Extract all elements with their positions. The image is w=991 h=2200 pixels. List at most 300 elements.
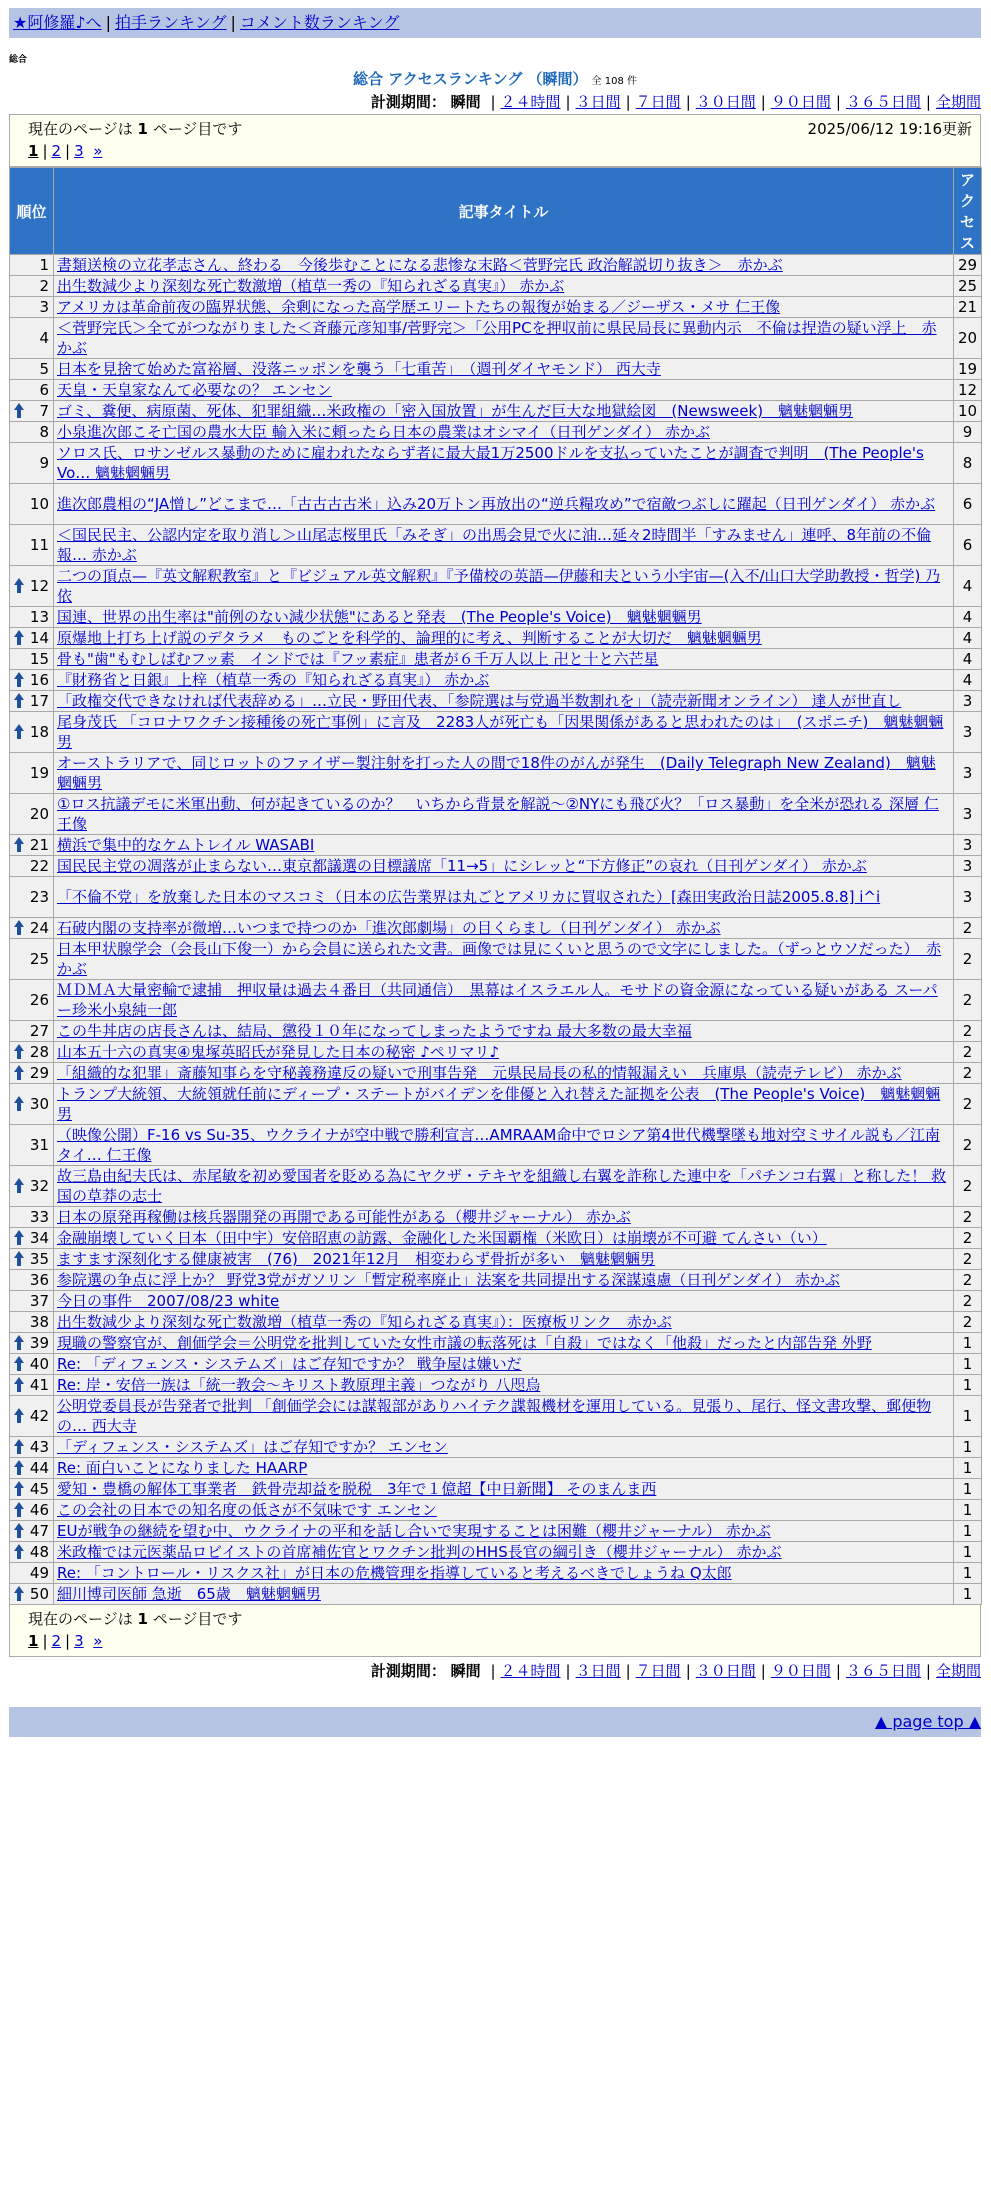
rank-cell [10,255,54,276]
title-cell [54,877,954,918]
rank-cell [10,1228,54,1249]
period-link[interactable]: ３０日間 [695,1662,756,1680]
access-count: 3 [954,835,982,856]
table-row [10,443,982,484]
table-row [10,1249,982,1270]
rank-cell [10,1458,54,1479]
table-row [10,1084,982,1125]
article-link[interactable]: 金融崩壊していく日本（田中宇）安倍昭恵の訪露、金融化した米国覇権（米欧日）は崩壊が不可避 てんさい（い） [57,1229,827,1247]
access-count: 2 [954,1063,982,1084]
title-cell [54,794,954,835]
rank-number: 49 [29,1564,49,1582]
period-separator: | [625,93,631,111]
access-count: 3 [954,856,982,877]
access-count: 2 [954,1249,982,1270]
article-link[interactable]: 『財務省と日銀』上梓（植草一秀の『知られざる真実』） 赤かぶ [57,671,490,689]
title-cell [54,1312,954,1333]
article-link[interactable]: ＜菅野完氏＞全てがつながりました＜斉藤元彦知事/菅野完＞「公用PCを押収前に県民局長に異動内示 不倫は捏造の疑い浮上 赤かぶ [57,319,937,357]
rank-cell [10,380,54,401]
access-count: 2 [954,1207,982,1228]
current-page-text: 現在のページは 1 ページ目です [28,120,243,138]
access-count: 2 [954,1166,982,1207]
article-link[interactable]: 山本五十六の真実④鬼塚英昭氏が発見した日本の秘密 ♪ペリマリ♪ [57,1043,500,1061]
access-count: 1 [954,1563,982,1584]
rank-number: 40 [29,1355,49,1373]
category-label: 総合 [9,55,28,65]
rank-number: 20 [29,805,49,823]
article-link[interactable]: 原爆地上打ち上げ説のデタラメ ものごとを科学的、論理的に考え、判断することが大切だ 魑魅魍魎男 [57,629,762,647]
rank-cell [10,525,54,566]
rank-cell [10,1042,54,1063]
rank-header: 順位 [10,168,54,255]
rank-number: 33 [29,1208,49,1226]
rank-cell [10,1396,54,1437]
article-link[interactable]: 横浜で集中的なケムトレイル WASABI [57,836,315,854]
rank-cell [10,980,54,1021]
period-link[interactable]: 全期間 [935,93,981,111]
access-count: 9 [954,422,982,443]
article-link[interactable]: 書類送検の立花孝志さん、終わる 今後歩むことになる悲惨な末路＜菅野完氏 政治解説切り抜き＞ 赤かぶ [57,256,783,274]
page-3-link[interactable]: 3 [74,142,84,160]
title-cell [54,1084,954,1125]
title-cell [54,1063,954,1084]
table-row [10,1437,982,1458]
period-separator: | [685,93,691,111]
period-selector-top [9,90,981,114]
rank-cell [10,443,54,484]
title-cell [54,753,954,794]
table-row [10,1291,982,1312]
period-link[interactable]: ７日間 [635,93,681,111]
page-top [9,1707,981,1737]
article-link[interactable]: Re: 面白いことになりました HAARP [57,1459,308,1477]
applause-ranking-link[interactable]: 拍手ランキング [114,13,227,32]
title-cell [54,1458,954,1479]
table-row [10,1063,982,1084]
access-count: 2 [954,1228,982,1249]
rank-number: 34 [29,1229,49,1247]
article-link[interactable]: Re: 岸・安倍一族は「統一教会〜キリスト教原理主義」つながり 八咫烏 [57,1376,541,1394]
rank-cell [10,1249,54,1270]
title-cell [54,607,954,628]
rank-number: 28 [29,1043,49,1061]
title-cell [54,628,954,649]
access-count: 2 [954,1125,982,1166]
access-count: 4 [954,670,982,691]
period-separator: | [835,93,841,111]
title-cell [54,566,954,607]
period-link[interactable]: ３０日間 [695,93,756,111]
nav-separator: | [105,13,111,32]
article-link[interactable]: 日本の原発再稼働は核兵器開発の再開である可能性がある（櫻井ジャーナル） 赤かぶ [57,1208,631,1226]
table-row [10,691,982,712]
rank-cell [10,318,54,359]
title-cell [54,1584,954,1605]
period-separator: | [925,1662,931,1680]
period-link[interactable]: 全期間 [935,1662,981,1680]
rank-number: 44 [29,1459,49,1477]
rank-cell [10,1500,54,1521]
access-count: 10 [954,401,982,422]
rank-cell [10,1521,54,1542]
article-link[interactable]: ＭＤＭＡ大量密輸で逮捕 押収量は過去４番目（共同通信） 黒幕はイスラエル人。モサドの資金源になっている疑いがある スーパー珍米小泉純一郎 [57,981,938,1019]
rank-cell [10,566,54,607]
rank-cell [10,607,54,628]
table-row [10,1458,982,1479]
period-separator: | [835,1662,841,1680]
article-link[interactable]: トランプ大統領、大統領就任前にディープ・ステートがバイデンを俳優と入れ替えた証拠を公表 (The People's Voice) 魑魅魍魎男 [57,1085,941,1123]
access-count: 6 [954,525,982,566]
rank-number: 17 [29,692,49,710]
title-cell [54,484,954,525]
article-link[interactable]: 故三島由紀夫氏は、赤尾敏を初め愛国者を貶める為にヤクザ・テキヤを組織し右翼を詐称した連中を「パチンコ右翼」と称した！ 救国の草莽の志士 [57,1167,947,1205]
period-link[interactable]: ９０日間 [770,1662,831,1680]
rank-cell [10,1354,54,1375]
asyura-home-link[interactable]: ★阿修羅♪へ [13,13,102,32]
period-link[interactable]: ９０日間 [770,93,831,111]
article-link[interactable]: Re: 「ディフェンス・システムズ」はご存知ですか？ 戦争屋は嫌いだ [57,1355,522,1373]
table-row [10,380,982,401]
rank-cell [10,1542,54,1563]
period-link[interactable]: ３日間 [575,1662,621,1680]
article-link[interactable]: 「不倫不党」を放棄した日本のマスコミ（日本の広告業界は丸ごとアメリカに買収された）[森田実政治日誌2005.8.8] i^i [57,888,881,906]
article-link[interactable]: 現職の警察官が、創価学会＝公明党を批判していた女性市議の転落死は「自殺」ではなく「他殺」だったと内部告発 外野 [57,1334,872,1352]
period-separator: | [565,1662,571,1680]
article-link[interactable]: ソロス氏、ロサンゼルス暴動のために雇われたならず者に最大最1万2500ドルを支払っていたことが調査で判明 (The People's Vo… 魑魅魍魎男 [57,444,924,482]
access-count: 25 [954,276,982,297]
title-cell [54,255,954,276]
table-row [10,1312,982,1333]
period-separator: | [490,93,496,111]
access-count: 3 [954,691,982,712]
access-count: 19 [954,359,982,380]
article-link[interactable]: 進次郎農相の“JA憎し”どこまで…「古古古古米」込み20万トン再放出の“逆兵糧攻め”で宿敵つぶしに躍起（日刊ゲンダイ） 赤かぶ [57,495,936,513]
rank-cell [10,1437,54,1458]
rank-cell [10,484,54,525]
period-separator: | [490,1662,496,1680]
article-link[interactable]: ①ロス抗議デモに米軍出動、何が起きているのか？ いちから背景を解説～②NYにも飛び火？「ロス暴動」を全米が恐れる 深層 仁王像 [57,795,939,833]
table-row [10,628,982,649]
rank-cell [10,1291,54,1312]
table-row [10,670,982,691]
title-cell [54,1021,954,1042]
rank-number: 13 [29,608,49,626]
table-row [10,1270,982,1291]
article-link[interactable]: この会社の日本での知名度の低さが不気味です エンセン [57,1501,437,1519]
title-cell [54,1333,954,1354]
table-row [10,1207,982,1228]
rank-number: 37 [29,1292,49,1310]
title-cell [54,939,954,980]
period-link[interactable]: ２４時間 [500,93,561,111]
table-row [10,1354,982,1375]
article-link[interactable]: 参院選の争点に浮上か？ 野党3党がガソリン「暫定税率廃止」法案を共同提出する深謀遠慮（日刊ゲンダイ） 赤かぶ [57,1271,840,1289]
table-row [10,422,982,443]
table-row [10,297,982,318]
rank-number: 32 [29,1177,49,1195]
next-page-link[interactable]: » [93,142,103,160]
rank-number: 42 [29,1407,49,1425]
page-3-link[interactable]: 3 [74,1632,84,1650]
rank-cell [10,670,54,691]
period-separator: | [925,93,931,111]
table-row [10,318,982,359]
rank-number: 22 [29,857,49,875]
article-link[interactable]: 出生数減少より深刻な死亡数激増（植草一秀の『知られざる真実』） 赤かぶ [57,277,565,295]
period-link[interactable]: ２４時間 [500,1662,561,1680]
rank-number: 50 [29,1585,49,1603]
table-row [10,1521,982,1542]
article-link[interactable]: 「ディフェンス・システムズ」はご存知ですか？ エンセン [57,1438,448,1456]
access-count: 1 [954,1396,982,1437]
rank-number: 2 [39,277,49,295]
rank-number: 19 [29,764,49,782]
title-cell [54,1207,954,1228]
rank-number: 21 [29,836,49,854]
rank-number: 1 [39,256,49,274]
title-cell [54,835,954,856]
table-row [10,753,982,794]
article-link[interactable]: 「政権交代できなければ代表辞める」…立民・野田代表、「参院選は与党過半数割れを」（読売新聞オンライン） 達人が世直し [57,692,902,710]
rank-cell [10,877,54,918]
rank-cell [10,628,54,649]
title-cell [54,856,954,877]
rank-number: 27 [29,1022,49,1040]
rank-cell [10,712,54,753]
rank-number: 38 [29,1313,49,1331]
table-row [10,918,982,939]
article-link[interactable]: 骨も"歯"もむしばむフッ素 インドでは『フッ素症』患者が６千万人以上 卍と十と六芒星 [57,650,659,668]
article-link[interactable]: 日本甲状腺学会（会長山下俊一）から会員に送られた文書。画像では見にくいと思うので文字にしました。（ずっとウソだった） 赤かぶ [57,940,942,978]
period-current: 瞬間 [450,93,481,111]
rank-cell [10,794,54,835]
access-count: 1 [954,1584,982,1605]
table-row [10,1563,982,1584]
article-link[interactable]: 出生数減少より深刻な死亡数激増（植草一秀の『知られざる真実』）：医療板リンク 赤かぶ [57,1313,672,1331]
rank-number: 24 [29,919,49,937]
rank-number: 45 [29,1480,49,1498]
next-page-link[interactable]: » [93,1632,103,1650]
access-count: 3 [954,794,982,835]
period-selector-bottom [9,1659,981,1683]
period-separator: | [760,93,766,111]
article-link[interactable]: （映像公開）F-16 vs Su-35、ウクライナが空中戦で勝利宣言…AMRAAM命中でロシア第4世代機撃墜も地対空ミサイル説も／江南タイ… 仁王像 [57,1126,940,1164]
rank-cell [10,1375,54,1396]
title-cell [54,297,954,318]
rank-number: 31 [29,1136,49,1154]
rank-cell [10,422,54,443]
rank-cell [10,1312,54,1333]
title-cell [54,1479,954,1500]
rank-number: 39 [29,1334,49,1352]
article-link[interactable]: 国連、世界の出生率は"前例のない減少状態"にあると発表 (The People's Voice) 魑魅魍魎男 [57,608,702,626]
table-row [10,835,982,856]
page-links: 1 | 2 | 3 » [28,1632,103,1650]
rank-number: 35 [29,1250,49,1268]
comment-ranking-link[interactable]: コメント数ランキング [239,13,400,32]
rank-cell [10,1166,54,1207]
rank-cell [10,691,54,712]
rank-cell [10,1270,54,1291]
article-link[interactable]: 公明党委員長が告発者で批判 「創価学会には謀報部がありハイテク諜報機材を運用している。見張り、尾行、怪文書攻撃、郵便物の… 西大寺 [57,1397,932,1435]
access-count: 2 [954,1042,982,1063]
article-link[interactable]: Re: 「コントロール・リスクス社」が日本の危機管理を指導していると考えるべきでしょうね Q太郎 [57,1564,732,1582]
article-link[interactable]: EUが戦争の継続を望む中、ウクライナの平和を話し合いで実現することは困難（櫻井ジャーナル） 赤かぶ [57,1522,771,1540]
access-count: 1 [954,1437,982,1458]
table-row [10,1500,982,1521]
article-link[interactable]: 国民民主党の凋落が止まらない…東京都議選の目標議席「11→5」にシレッと“下方修正”の哀れ（日刊ゲンダイ） 赤かぶ [57,857,867,875]
article-link[interactable]: 今日の事件 2007/08/23 white [57,1292,280,1310]
access-count: 29 [954,255,982,276]
rank-number: 23 [29,888,49,906]
rank-number: 26 [29,991,49,1009]
table-row [10,1542,982,1563]
rank-number: 29 [29,1064,49,1082]
table-row [10,1042,982,1063]
page-2-link[interactable]: 2 [51,1632,62,1650]
table-row [10,649,982,670]
access-count: 3 [954,877,982,918]
table-row [10,566,982,607]
period-link[interactable]: ３６５日間 [845,93,921,111]
rank-cell [10,1584,54,1605]
rank-cell [10,1125,54,1166]
period-link[interactable]: ３６５日間 [845,1662,921,1680]
access-count: 21 [954,297,982,318]
access-count: 1 [954,1542,982,1563]
access-count: 4 [954,566,982,607]
title-cell [54,1249,954,1270]
access-count: 3 [954,753,982,794]
article-link[interactable]: 石破内閣の支持率が微増…いつまで持つのか「進次郎劇場」の目くらまし（日刊ゲンダイ） 赤かぶ [57,919,721,937]
article-link[interactable]: 天皇・天皇家なんて必要なの？ エンセン [57,381,332,399]
period-separator: | [625,1662,631,1680]
rank-cell [10,856,54,877]
page-title [9,68,981,90]
title-cell [54,1500,954,1521]
period-label: 計測期間： [370,93,446,111]
title-cell [54,276,954,297]
access-count: 4 [954,649,982,670]
access-count: 1 [954,1354,982,1375]
title-cell [54,1042,954,1063]
rank-number: 36 [29,1271,49,1289]
period-link[interactable]: ３日間 [575,93,621,111]
access-count: 2 [954,980,982,1021]
article-link[interactable]: オーストラリアで、同じロットのファイザー製注射を打った人の間で18件のがんが発生 (Daily Telegraph New Zealand) 魑魅魍魎男 [57,754,936,792]
nav-separator: | [230,13,236,32]
rank-cell [10,359,54,380]
rank-cell [10,401,54,422]
table-row [10,484,982,525]
rank-number: 7 [39,402,49,420]
rank-cell [10,1084,54,1125]
rank-cell [10,918,54,939]
table-row [10,877,982,918]
period-current: 瞬間 [450,1662,481,1680]
access-count: 8 [954,443,982,484]
rank-cell [10,649,54,670]
rank-number: 15 [29,650,49,668]
table-row [10,1479,982,1500]
article-link[interactable]: 「組織的な犯罪」斎藤知事らを守秘義務違反の疑いで刑事告発 元県民局長の私的情報漏えい 兵庫県（読売テレビ） 赤かぶ [57,1064,902,1082]
article-link[interactable]: 細川博司医師 急逝 65歳 魑魅魍魎男 [57,1585,321,1603]
article-link[interactable]: ゴミ、糞便、病原菌、死体、犯罪組織…米政権の「密入国放置」が生んだ巨大な地獄絵図 (Newsweek) 魑魅魍魎男 [57,402,854,420]
title-cell [54,1354,954,1375]
article-link[interactable]: 尾身茂氏 「コロナワクチン接種後の死亡事例」に言及 2283人が死亡も「因果関係があると思われたのは」 (スポニチ) 魑魅魍魎男 [57,713,944,751]
rank-number: 41 [29,1376,49,1394]
rank-number: 5 [39,360,49,378]
table-row [10,712,982,753]
access-count: 1 [954,1333,982,1354]
access-header: アクセス [954,168,982,255]
access-count: 6 [954,484,982,525]
rank-number: 25 [29,950,49,968]
total-count: 全 108 件 [591,76,637,87]
updated-timestamp: 2025/06/12 19:16更新 [807,120,972,138]
rank-cell [10,297,54,318]
period-separator: | [685,1662,691,1680]
rank-cell [10,276,54,297]
access-count: 2 [954,1270,982,1291]
access-count: 1 [954,1500,982,1521]
access-count: 2 [954,1084,982,1125]
title-cell [54,318,954,359]
rank-cell [10,1063,54,1084]
access-count: 4 [954,607,982,628]
table-row [10,1125,982,1166]
article-link[interactable]: 日本を見捨て始めた富裕層、没落ニッポンを襲う「七重苦」 （週刊ダイヤモンド） 西大寺 [57,360,661,378]
page-links: 1 | 2 | 3 » [28,142,103,160]
rank-cell [10,1333,54,1354]
title-cell [54,1563,954,1584]
rank-cell [10,939,54,980]
table-row [10,1021,982,1042]
title-cell [54,443,954,484]
page-top-link[interactable]: ▲ page top ▲ [874,1712,981,1731]
article-link[interactable]: ますます深刻化する健康被害 (76) 2021年12月 相変わらず骨折が多い 魑魅魍魎男 [57,1250,656,1268]
period-link[interactable]: ７日間 [635,1662,681,1680]
period-separator: | [565,93,571,111]
article-link[interactable]: この牛丼店の店長さんは、結局、懲役１０年になってしまったようですね 最大多数の最大幸福 [57,1022,692,1040]
access-count: 20 [954,318,982,359]
access-count: 1 [954,1521,982,1542]
article-link[interactable]: アメリカは革命前夜の臨界状態、余剰になった高学歴エリートたちの報復が始まる／ジーザス・メサ 仁王像 [57,298,781,316]
article-link[interactable]: ＜国民民主、公認内定を取り消し＞山尾志桜里氏「みそぎ」の出馬会見で火に油…延々2時間半「すみません」連呼、8年前の不倫報… 赤かぶ [57,526,932,564]
title-cell [54,1375,954,1396]
title-cell [54,401,954,422]
title-cell [54,359,954,380]
article-link[interactable]: 二つの頂点—『英文解釈教室』と『ビジュアル英文解釈』『予備校の英語—伊藤和夫という小宇宙—(入不/山口大学助教授・哲学) 乃依 [57,567,941,605]
rank-number: 4 [39,329,49,347]
pager-bottom [9,1605,981,1657]
title-cell [54,380,954,401]
ranking-title: 総合 アクセスランキング （瞬間） [353,70,588,88]
title-cell [54,1521,954,1542]
title-cell [54,1437,954,1458]
page-1-current: 1 [28,1632,39,1650]
rank-cell [10,753,54,794]
article-link[interactable]: 米政権では元医薬品ロビイストの首席補佐官とワクチン批判のHHS長官の綱引き（櫻井ジャーナル） 赤かぶ [57,1543,782,1561]
article-link[interactable]: 愛知・豊橋の解体工事業者 鉄骨売却益を脱税 3年で１億超【中日新聞】 そのまんま西 [57,1480,657,1498]
table-row [10,525,982,566]
rank-number: 8 [39,423,49,441]
page-2-link[interactable]: 2 [51,142,62,160]
rank-number: 3 [39,298,49,316]
ranking-table [9,167,982,1605]
article-link[interactable]: 小泉進次郎こそ亡国の農水大臣 輸入米に頼ったら日本の農業はオシマイ（日刊ゲンダイ） 赤かぶ [57,423,711,441]
access-count: 4 [954,628,982,649]
